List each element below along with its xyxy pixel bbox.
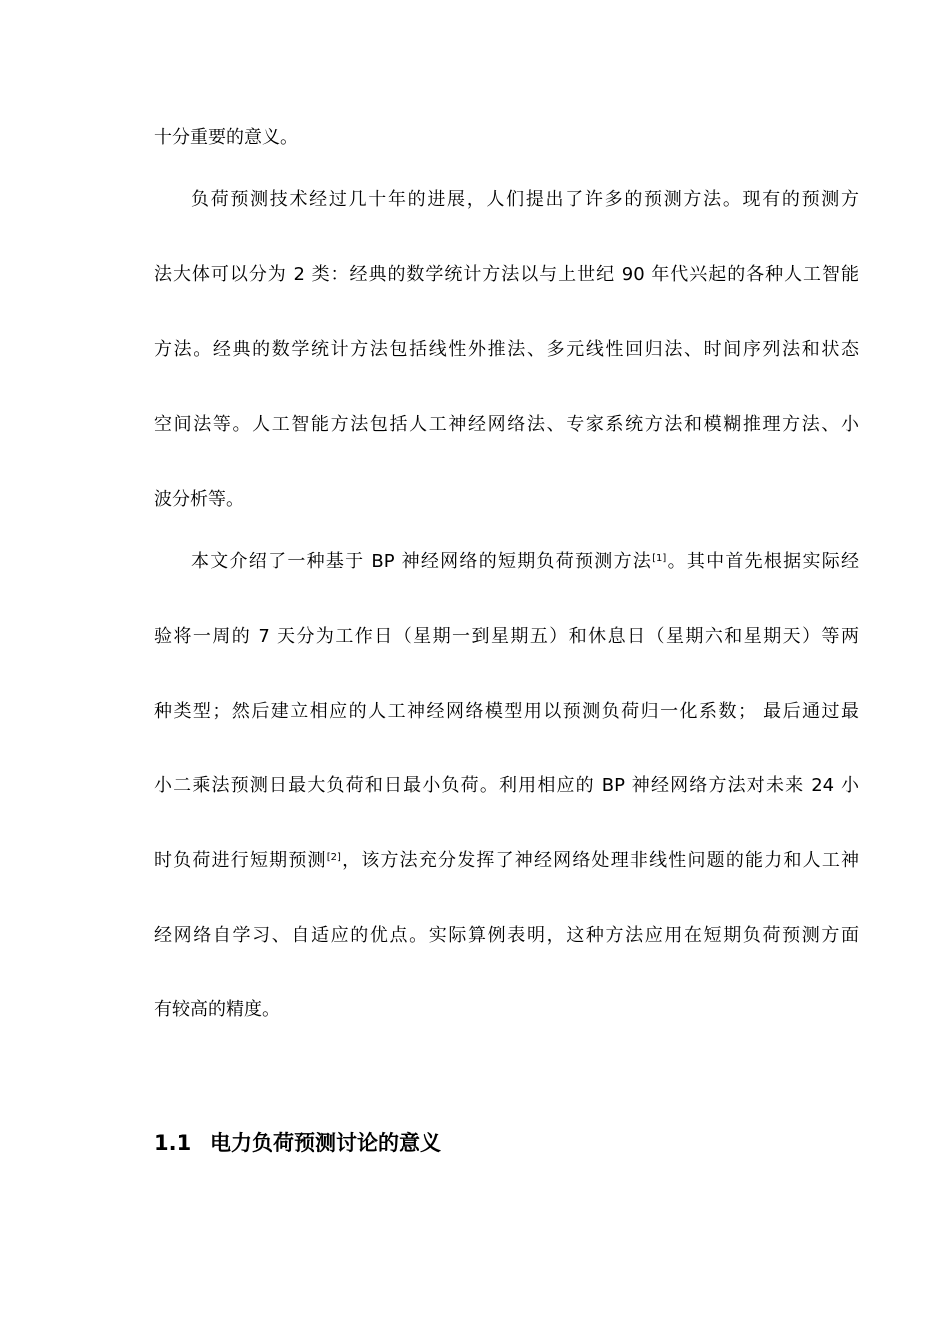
paragraph-line: 空间法等。人工智能方法包括人工神经网络法、专家系统方法和模糊推理方法、小 xyxy=(154,414,859,435)
citation-ref[interactable]: [1] xyxy=(652,553,667,564)
citation-ref[interactable]: [2] xyxy=(326,852,341,863)
paragraph-line: 经网络自学习、自适应的优点。实际算例表明，这种方法应用在短期负荷预测方面 xyxy=(154,925,859,946)
text-span: 时负荷进行短期预测 xyxy=(154,850,327,871)
text-span: 。其中首先根据实际经 xyxy=(666,551,859,572)
paragraph-line: 种类型；然后建立相应的人工神经网络模型用以预测负荷归一化系数； 最后通过最 xyxy=(154,701,859,722)
section-number: 1.1 xyxy=(154,1131,192,1155)
paragraph-line xyxy=(154,849,859,873)
text-span: ，该方法充分发挥了神经网络处理非线性问题的能力和人工神 xyxy=(340,850,860,871)
section-heading xyxy=(154,1129,441,1157)
paragraph-line: 小二乘法预测日最大负荷和日最小负荷。利用相应的 BP 神经网络方法对未来 24 小 xyxy=(154,775,859,796)
paragraph-line: 法大体可以分为 2 类：经典的数学统计方法以与上世纪 90 年代兴起的各种人工智能 xyxy=(154,264,859,285)
paragraph-line xyxy=(191,550,859,574)
paragraph-line: 方法。经典的数学统计方法包括线性外推法、多元线性回归法、时间序列法和状态 xyxy=(154,339,859,360)
paragraph-line: 十分重要的意义。 xyxy=(154,127,298,148)
paragraph-line: 验将一周的 7 天分为工作日（星期一到星期五）和休息日（星期六和星期天）等两 xyxy=(154,626,859,647)
section-title: 电力负荷预测讨论的意义 xyxy=(210,1131,441,1155)
paragraph-line: 波分析等。 xyxy=(154,489,244,510)
text-span: 本文介绍了一种基于 BP 神经网络的短期负荷预测方法 xyxy=(191,551,653,572)
paragraph-line: 有较高的精度。 xyxy=(154,999,280,1020)
paragraph-line: 负荷预测技术经过几十年的进展，人们提出了许多的预测方法。现有的预测方 xyxy=(191,189,859,210)
